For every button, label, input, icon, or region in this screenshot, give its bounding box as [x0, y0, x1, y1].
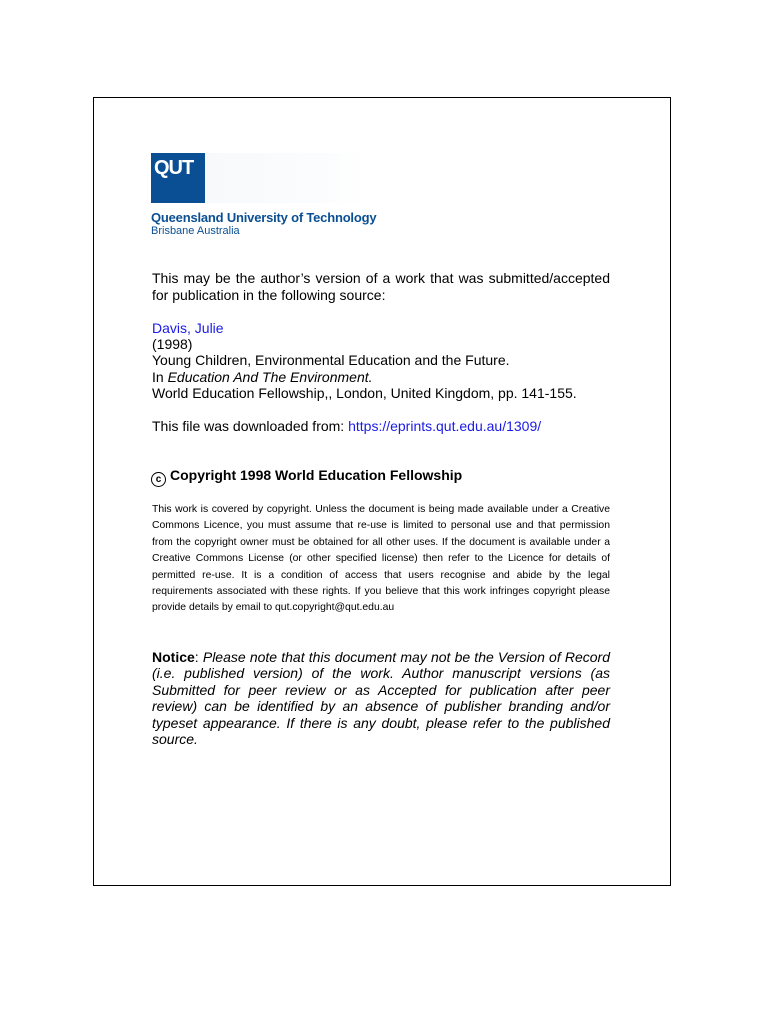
book-reference: [152, 369, 373, 386]
qut-logo: [151, 153, 205, 203]
logo-banner: [205, 153, 367, 203]
copyright-heading: [151, 467, 462, 487]
notice-text: Please note that this document may not be the Version of Record (i.e. published version) of the work. Author manuscript versions (as Submitted for peer review or as Accepted for publication after peer review) can be identified by an absence of publisher branding and/or typeset appearance. If there is any doubt, please refer to the published source.: [152, 649, 610, 748]
notice-paragraph: [152, 649, 610, 747]
author-link[interactable]: Davis, Julie: [152, 320, 224, 336]
university-name: Queensland University of Technology: [151, 210, 377, 225]
copyright-text: Copyright 1998 World Education Fellowship: [170, 467, 463, 483]
notice-separator: :: [194, 649, 203, 665]
copyright-icon: c: [151, 472, 166, 487]
intro-text: This may be the author’s version of a work that was submitted/accepted for publication in the following source:: [152, 270, 610, 303]
download-label: This file was downloaded from:: [152, 418, 349, 434]
in-prefix: In: [152, 369, 168, 385]
copyright-body: This work is covered by copyright. Unless the document is being made available under a Creative Commons Licence, you must assume that re-use is limited to personal use and that permission from the copyright owner must be obtained for all other uses. If the document is available under a Creative Commons License (or other specified license) then refer to the Licence for details of permitted re-use. It is a condition of access that users recognise and abide by the legal requirements associated with these rights. If you believe that this work infringes copyright please provide details by email to qut.copyright@qut.edu.au: [152, 504, 610, 614]
download-line: [152, 418, 541, 435]
university-location: Brisbane Australia: [151, 225, 240, 237]
book-title: Education And The Environment.: [167, 369, 373, 385]
qut-logo-mark: QUT: [154, 157, 194, 179]
notice-label: Notice: [152, 649, 195, 665]
download-url-link[interactable]: https://eprints.qut.edu.au/1309/: [348, 418, 542, 434]
publication-year: (1998): [152, 336, 193, 352]
work-title: Young Children, Environmental Education and the Future.: [152, 352, 510, 368]
publisher-info: World Education Fellowship,, London, United Kingdom, pp. 141-155.: [152, 385, 577, 401]
